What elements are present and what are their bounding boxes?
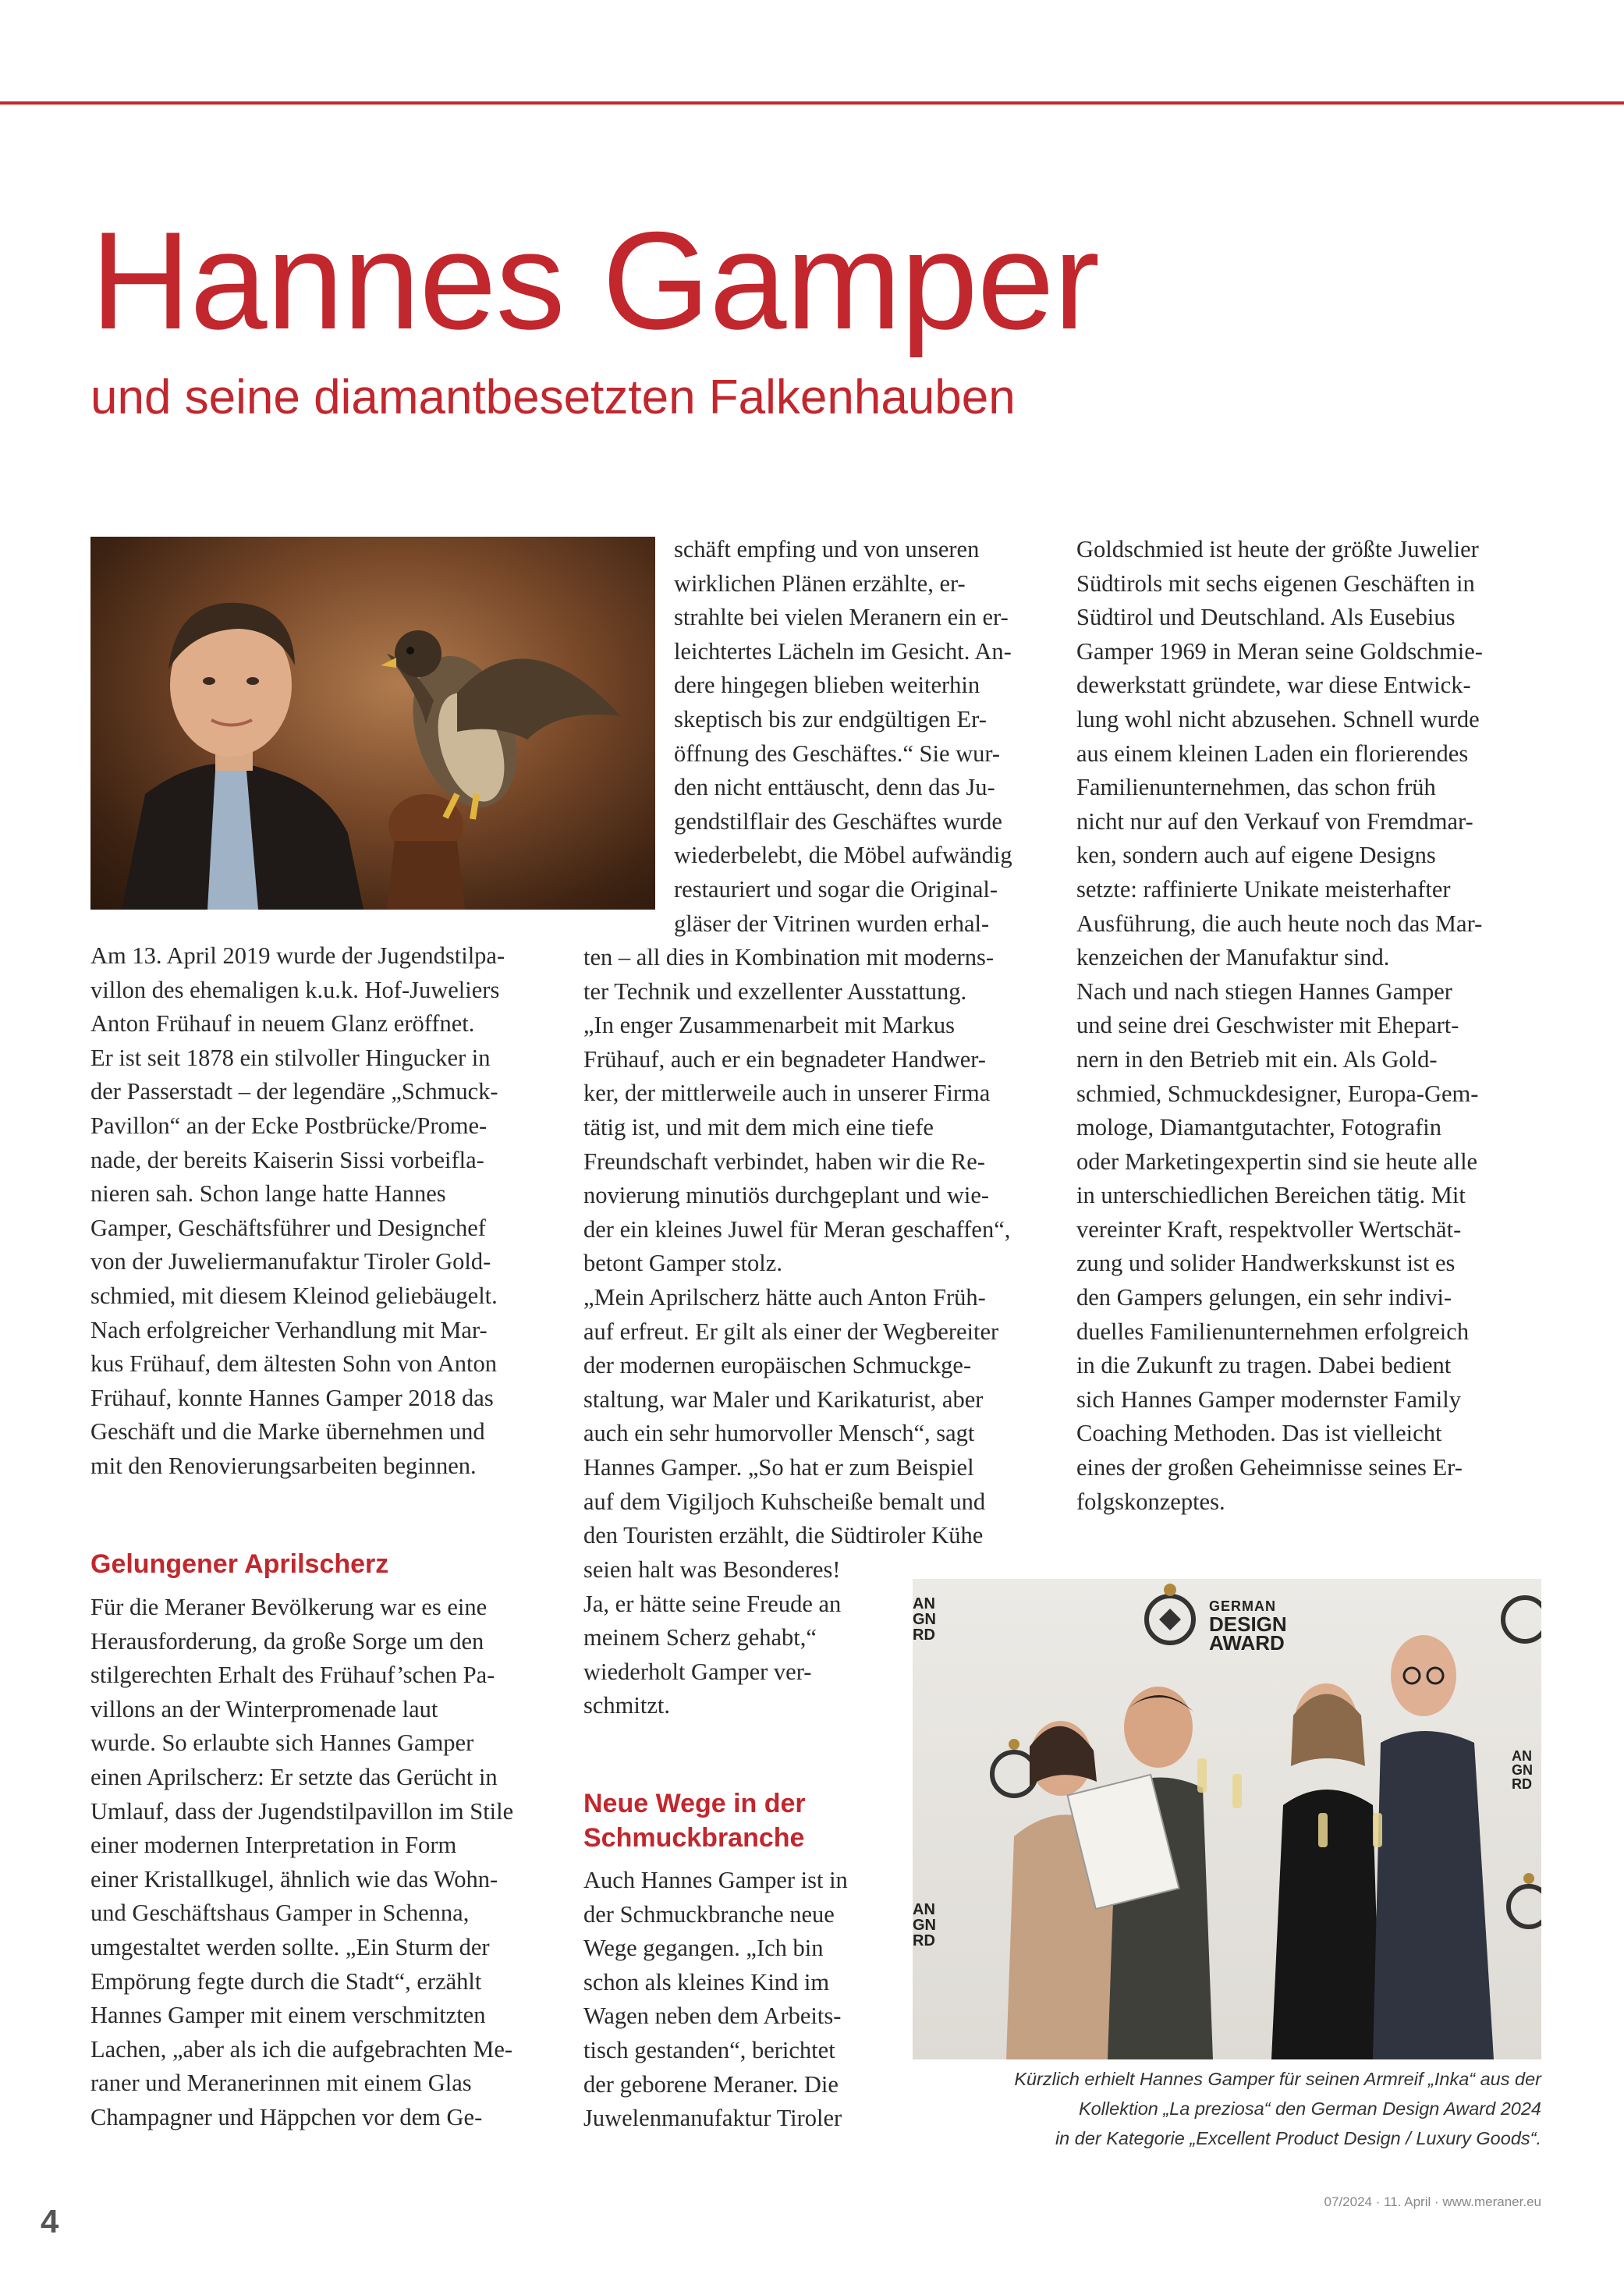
text-line: Anton Frühauf in neuem Glanz eröffnet. (90, 1010, 475, 1038)
text-line: ter Technik und exzellenter Ausstattung. (583, 977, 967, 1005)
award-logo-text (1209, 1598, 1287, 1655)
award-logo-line: GERMAN (1209, 1598, 1276, 1614)
text-line: schäft empfing und von unseren (674, 536, 980, 562)
text-line: staltung, war Maler und Karikaturist, aber (583, 1385, 984, 1413)
text-line: Hannes Gamper. „So hat er zum Beispiel (583, 1453, 974, 1481)
award-photo (913, 1579, 1541, 2059)
text-line: ken, sondern auch auf eigene Designs (1076, 842, 1436, 869)
photo-caption (913, 2064, 1541, 2153)
text-line: sich Hannes Gamper modernster Family (1076, 1385, 1461, 1413)
text-line: schmitzt. (583, 1692, 670, 1719)
article-intro (90, 939, 558, 1484)
text-line: raner und Meranerinnen mit einem Glas (90, 2070, 472, 2097)
text-line: zung und solider Handwerkskunst ist es (1076, 1250, 1456, 1277)
article-aprilscherz (90, 1591, 574, 2135)
article-neue-wege (583, 1864, 895, 2136)
text-line: novierung minutiös durchgeplant und wie- (583, 1182, 990, 1209)
article-col2-mid (583, 941, 1051, 1553)
text-line: der geborene Meraner. Die (583, 2070, 839, 2098)
text-line: Freundschaft verbindet, haben wir die Re- (583, 1148, 985, 1175)
text-line: auf erfreut. Er gilt als einer der Wegbereiter (583, 1318, 999, 1345)
text-line: der modernen europäischen Schmuckge- (583, 1352, 972, 1379)
text-line: schmied, Schmuckdesigner, Europa-Gem- (1076, 1080, 1479, 1107)
text-line: dere hingegen blieben weiterhin (674, 672, 980, 699)
text-line: schon als kleines Kind im (583, 1968, 830, 1995)
text-line: nade, der bereits Kaiserin Sissi vorbeifla- (90, 1146, 484, 1173)
award-logo-line: GN (913, 1917, 936, 1934)
text-line: oder Marketingexpertin sind sie heute alle (1076, 1148, 1478, 1175)
award-logo-line: DESIGN (1209, 1612, 1287, 1636)
text-line: Für die Meraner Bevölkerung war es eine (90, 1594, 488, 1620)
text-line: vereinter Kraft, respektvoller Wertschät- (1076, 1215, 1462, 1243)
text-line: betont Gamper stolz. (583, 1250, 782, 1277)
award-logo-partial (913, 1596, 936, 1643)
text-line: „Mein Aprilscherz hätte auch Anton Früh- (583, 1283, 986, 1311)
portrait-photo (90, 537, 655, 910)
article-col2-bottom (583, 1553, 895, 1723)
text-line: Ausführung, die auch heute noch das Mar- (1076, 910, 1483, 937)
text-line: wiederbelebt, die Möbel aufwändig (674, 842, 1012, 869)
text-line: ker, der mittlerweile auch in unserer Firma (583, 1080, 991, 1107)
text-line: duelles Familienunternehmen erfolgreich (1076, 1318, 1470, 1345)
text-line: Am 13. April 2019 wurde der Jugendstilpa- (90, 942, 505, 969)
text-line: gläser der Vitrinen wurden erhal- (674, 910, 990, 937)
text-line: einer modernen Interpretation in Form (90, 1832, 457, 1859)
text-line: in die Zukunft zu tragen. Dabei bedient (1076, 1352, 1452, 1379)
award-logo-line: GN (1512, 1762, 1533, 1778)
text-line: skeptisch bis zur endgültigen Er- (674, 705, 987, 733)
section-heading-neue-wege (583, 1786, 806, 1855)
text-line: auch ein sehr humorvoller Mensch“, sagt (583, 1420, 975, 1447)
article-col2-top (674, 533, 1048, 941)
text-line: in unterschiedlichen Bereichen tätig. Mit (1076, 1182, 1466, 1209)
text-line: nern in den Betrieb mit ein. Als Gold- (1076, 1045, 1438, 1073)
award-logo-line: AN (1512, 1748, 1532, 1764)
text-line: auf dem Vigiljoch Kuhscheiße bemalt und (583, 1488, 986, 1515)
text-line: leichtertes Lächeln im Gesicht. An- (674, 637, 1012, 665)
section-heading-aprilscherz: Gelungener Aprilscherz (90, 1549, 389, 1579)
text-line: Empörung fegte durch die Stadt“, erzählt (90, 1967, 482, 1995)
award-logo-line: AN (913, 1595, 935, 1612)
text-line: eines der großen Geheimnisse seines Er- (1076, 1454, 1463, 1481)
text-line: restauriert und sogar die Original- (674, 875, 998, 903)
top-rule (0, 101, 1624, 105)
text-line: Pavillon“ an der Ecke Postbrücke/Prome- (90, 1112, 488, 1139)
award-logo-partial (1512, 1749, 1533, 1791)
text-line: einer Kristallkugel, ähnlich wie das Wohn- (90, 1865, 498, 1893)
text-line: seien halt was Besonderes! (583, 1556, 841, 1583)
text-line: Coaching Methoden. Das ist vielleicht (1076, 1420, 1442, 1447)
page-subtitle: und seine diamantbesetzten Falkenhauben (90, 371, 1016, 424)
caption-line: Kollektion „La preziosa“ den German Design Award 2024 (1078, 2098, 1541, 2119)
text-line: villon des ehemaligen k.u.k. Hof-Juweliers (90, 976, 500, 1003)
text-line: Gamper 1969 in Meran seine Goldschmie- (1076, 637, 1483, 665)
text-line: Nach und nach stiegen Hannes Gamper (1076, 977, 1452, 1005)
caption-line: Kürzlich erhielt Hannes Gamper für seinen Armreif „Inka“ aus der (1014, 2069, 1541, 2089)
text-line: nieren sah. Schon lange hatte Hannes (90, 1180, 446, 1208)
text-line: schmied, mit diesem Kleinod geliebäugelt. (90, 1282, 498, 1309)
text-line: stilgerechten Erhalt des Frühauf’schen Pa- (90, 1662, 495, 1689)
text-line: Familienunternehmen, das schon früh (1076, 774, 1436, 801)
text-line: mit den Renovierungsarbeiten beginnen. (90, 1452, 477, 1479)
text-line: der Schmuckbranche neue (583, 1900, 835, 1928)
text-line: Wagen neben dem Arbeits- (583, 2003, 842, 2030)
award-logo-line: RD (1512, 1776, 1532, 1792)
text-line: kus Frühauf, dem ältesten Sohn von Anton (90, 1350, 498, 1378)
text-line: strahlte bei vielen Meranern ein er- (674, 604, 1009, 631)
text-line: Umlauf, dass der Jugendstilpavillon im Stile (90, 1797, 514, 1825)
text-line: aus einem kleinen Laden ein florierendes (1076, 740, 1469, 767)
text-line: öffnung des Geschäftes.“ Sie wur- (674, 740, 1001, 767)
text-line: tisch gestanden“, berichtet (583, 2036, 835, 2063)
heading-line: Schmuckbranche (583, 1823, 805, 1853)
text-line: Geschäft und die Marke übernehmen und (90, 1418, 485, 1446)
text-line: den nicht enttäuscht, denn das Ju- (674, 774, 995, 801)
award-logo-line: RD (913, 1932, 935, 1949)
text-line: folgskonzeptes. (1076, 1488, 1225, 1515)
text-line: Hannes Gamper mit einem verschmitzten (90, 2002, 486, 2029)
text-line: Ja, er hätte seine Freude an (583, 1590, 842, 1617)
caption-line: in der Kategorie „Excellent Product Design / Luxury Goods“. (1055, 2128, 1541, 2148)
text-line: Er ist seit 1878 ein stilvoller Hingucker in (90, 1044, 491, 1071)
text-line: Champagner und Häppchen vor dem Ge- (90, 2103, 483, 2130)
text-line: gendstilflair des Geschäftes wurde (674, 807, 1002, 835)
text-line: Juwelenmanufaktur Tiroler (583, 2105, 842, 2132)
text-line: und Geschäftshaus Gamper in Schenna, (90, 1900, 470, 1927)
page-number: 4 (41, 2203, 59, 2240)
article-col3 (1076, 533, 1560, 1519)
text-line: tätig ist, und mit dem mich eine tiefe (583, 1113, 934, 1140)
text-line: wurde. So erlaubte sich Hannes Gamper (90, 1729, 474, 1757)
text-line: der Passerstadt – der legendäre „Schmuck- (90, 1078, 498, 1105)
text-line: ten – all dies in Kombination mit moderns- (583, 944, 995, 970)
award-logo-line: GN (913, 1611, 936, 1628)
award-logo-line: AWARD (1209, 1631, 1285, 1655)
text-line: den Gampers gelungen, ein sehr indivi- (1076, 1284, 1452, 1311)
text-line: von der Juweliermanufaktur Tiroler Gold- (90, 1248, 491, 1275)
text-line: Frühauf, konnte Hannes Gamper 2018 das (90, 1384, 494, 1411)
text-line: kenzeichen der Manufaktur sind. (1076, 944, 1390, 971)
text-line: wiederholt Gamper ver- (583, 1658, 812, 1685)
text-line: dewerkstatt gründete, war diese Entwick- (1076, 672, 1471, 699)
text-line: den Touristen erzählt, die Südtiroler Kühe (583, 1522, 984, 1549)
text-line: nicht nur auf den Verkauf von Fremdmar- (1076, 807, 1473, 835)
text-line: „In enger Zusammenarbeit mit Markus (583, 1012, 955, 1039)
text-line: Nach erfolgreicher Verhandlung mit Mar- (90, 1316, 488, 1343)
text-line: Herausforderung, da große Sorge um den (90, 1627, 484, 1655)
text-line: der ein kleines Juwel für Meran geschaffen“, (583, 1215, 1011, 1243)
award-logo-partial (913, 1902, 936, 1949)
text-line: villons an der Winterpromenade laut (90, 1695, 438, 1722)
text-line: Auch Hannes Gamper ist in (583, 1867, 848, 1893)
text-line: Wege gegangen. „Ich bin (583, 1935, 824, 1962)
text-line: Lachen, „aber als ich die aufgebrachten Me- (90, 2035, 513, 2063)
portrait-illustration (90, 537, 655, 910)
award-logo-line: RD (913, 1626, 935, 1644)
text-line: setzte: raffinierte Unikate meisterhafter (1076, 875, 1451, 903)
text-line: wirklichen Plänen erzählte, er- (674, 569, 966, 597)
award-logo-line: AN (913, 1901, 935, 1918)
text-line: Goldschmied ist heute der größte Juwelier (1076, 536, 1479, 562)
page-title: Hannes Gamper (90, 203, 1099, 358)
text-line: Frühauf, auch er ein begnadeter Handwer- (583, 1045, 986, 1073)
text-line: umgestaltet werden sollte. „Ein Sturm der (90, 1933, 490, 1960)
text-line: lung wohl nicht abzusehen. Schnell wurde (1076, 705, 1480, 733)
text-line: mologe, Diamantgutachter, Fotografin (1076, 1114, 1442, 1141)
text-line: einen Aprilscherz: Er setzte das Gerücht in (90, 1763, 498, 1790)
text-line: Südtirol und Deutschland. Als Eusebius (1076, 604, 1456, 631)
text-line: meinem Scherz gehabt,“ (583, 1624, 817, 1651)
text-line: Südtirols mit sechs eigenen Geschäften in (1076, 569, 1475, 597)
issue-footer: 07/2024 · 11. April · www.meraner.eu (1324, 2194, 1541, 2209)
text-line: Gamper, Geschäftsführer und Designchef (90, 1214, 486, 1241)
text-line: und seine drei Geschwister mit Ehepart- (1076, 1012, 1459, 1039)
heading-line: Neue Wege in der (583, 1789, 806, 1818)
